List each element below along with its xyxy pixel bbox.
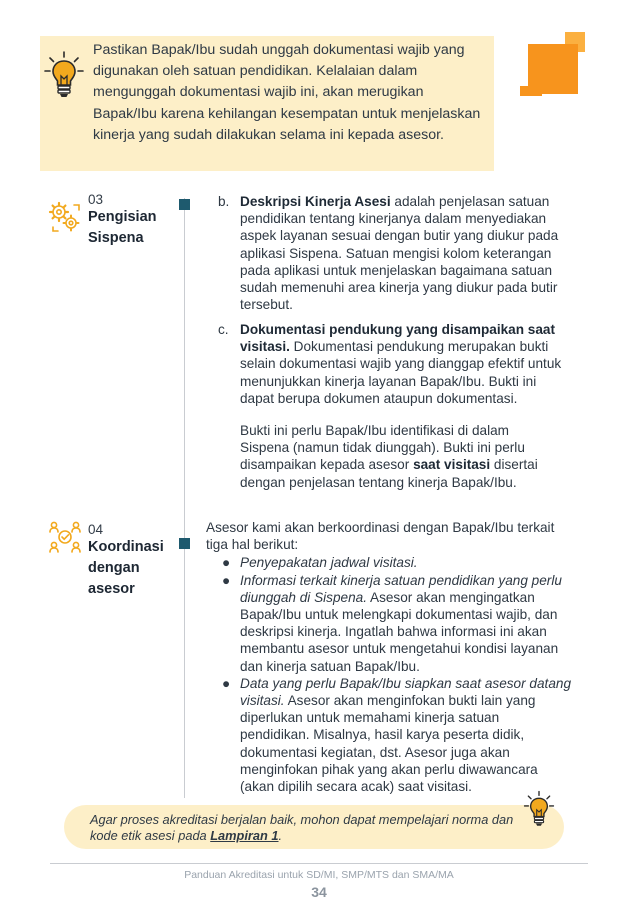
item-description: Dokumentasi pendukung merupakan bukti selain dokumentasi wajib yang dianggap efektif untuk menunjukkan kinerja layanan Bapak/Ibu. Bukti ini dapat berupa dokumen ataupun dokumentasi. (240, 339, 562, 406)
timeline-marker-03 (179, 199, 190, 210)
bullet-heading: Penyepakatan jadwal visitasi. (240, 555, 418, 571)
list-item (206, 572, 572, 675)
list-item (206, 675, 572, 795)
paragraph-text-end: disertai dengan penjelasan tentang kinerja Bapak/Ibu. (240, 457, 538, 490)
lightbulb-icon (44, 50, 84, 100)
section-number: 04 (88, 522, 104, 537)
lightbulb-icon (523, 790, 555, 828)
page-number: 34 (311, 884, 327, 900)
timeline-marker-04 (179, 538, 190, 549)
item-letter: b. (218, 194, 230, 209)
section-04-content (206, 519, 572, 795)
timeline-line (184, 198, 185, 798)
coordination-list (206, 554, 572, 795)
item-text (240, 193, 568, 313)
list-item (206, 554, 572, 571)
bullet-icon: ● (222, 555, 231, 571)
item-text (240, 321, 568, 407)
bullet-heading: Data yang perlu Bapak/Ibu siapkan saat asesor datang visitasi. (240, 675, 572, 709)
note-text (90, 812, 520, 844)
bullet-icon: ● (222, 675, 231, 691)
section-title: Pengisian Sispena (88, 209, 157, 246)
note-callout (64, 805, 564, 849)
footer-divider (50, 863, 588, 864)
item-text-paragraph-2 (240, 422, 560, 491)
item-term: Deskripsi Kinerja Asesi (240, 194, 391, 209)
section-number: 03 (88, 192, 104, 207)
note-end: . (278, 828, 283, 843)
bullet-text: Asesor akan mengingatkan Bapak/Ibu untuk melengkapi dokumentasi wajib, dan deskripsi kinerja. Ingatlah bahwa informasi ini akan membantu asesor untuk mengetahui kondisi layanan dan kinerja satuan Bapak/Ibu. (240, 589, 559, 674)
intro-text: Asesor kami akan berkoordinasi dengan Bapak/Ibu terkait tiga hal berikut: (206, 520, 555, 553)
team-coordination-icon (48, 520, 82, 554)
section-title: Koordinasi dengan asesor (88, 539, 164, 597)
footer-text: Panduan Akreditasi untuk SD/MI, SMP/MTS dan SMA/MA (184, 869, 454, 881)
gears-icon (48, 200, 82, 234)
item-description: adalah penjelasan satuan pendidikan tentang kinerjanya dalam menyediakan aspek layanan sesuai dengan butir yang diukur pada aplikasi Sispena. Satuan mengisi kolom keterangan pada aplikasi untuk menjelaskan bagaimana satuan sudah memenuhi area kinerja yang diukur pada butir tersebut. (240, 194, 559, 313)
item-term: Dokumentasi pendukung yang disampaikan saat visitasi. (240, 322, 555, 355)
bullet-text: Asesor akan menginfokan bukti lain yang diperlukan untuk memahami kinerja satuan pendidikan. Misalnya, hasil karya peserta didik, dokumentasi kegiatan, dst. Asesor juga akan menginfokan pihak yang akan perlu diwawancara (akan dipilih secara acak) saat visitasi. (240, 693, 538, 795)
paragraph-emphasis: saat visitasi (413, 457, 491, 473)
item-letter: c. (218, 322, 229, 337)
bullet-icon: ● (222, 572, 231, 588)
paragraph-text: Bukti ini perlu Bapak/Ibu identifikasi di dalam Sispena (namun tidak diunggah). Bukti ini perlu disampaikan kepada asesor (240, 423, 525, 473)
lampiran-link[interactable]: Lampiran 1 (210, 828, 279, 843)
note-body: Agar proses akreditasi berjalan baik, mohon dapat mempelajari norma dan kode etik asesi pada (90, 812, 514, 843)
callout-text: Pastikan Bapak/Ibu sudah unggah dokumentasi wajib yang digunakan oleh satuan pendidikan. Kelalaian dalam mengunggah dokumentasi wajib ini, akan merugikan Bapak/Ibu karena kehilangan kesempatan untuk menjelaskan kinerja yang sudah dilakukan selama ini kepada asesor. (93, 42, 481, 143)
decor-square-strip (520, 86, 542, 96)
bullet-heading: Informasi terkait kinerja satuan pendidikan yang perlu diunggah di Sispena. (240, 572, 562, 605)
